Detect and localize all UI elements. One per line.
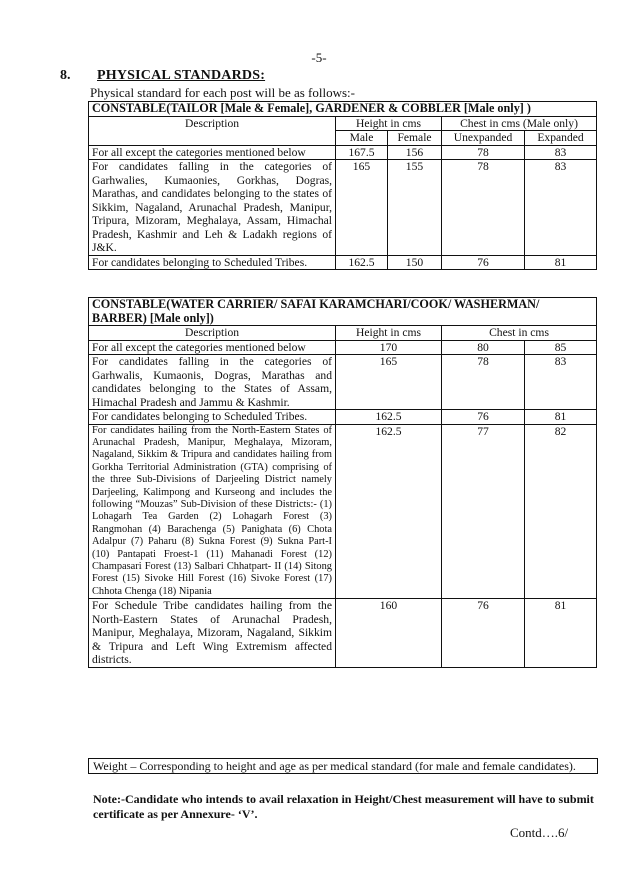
table-row xyxy=(89,255,597,270)
table1-col-height: Height in cms xyxy=(336,116,442,131)
row-female-height: 156 xyxy=(388,145,442,160)
table2-col-description: Description xyxy=(89,326,336,341)
table1-col-chest: Chest in cms (Male only) xyxy=(442,116,597,131)
row-chest-expanded: 83 xyxy=(525,355,597,410)
row-height: 160 xyxy=(336,599,442,668)
row-chest-unexpanded: 77 xyxy=(442,424,525,599)
row-chest-expanded: 81 xyxy=(525,255,597,270)
row-male-height: 162.5 xyxy=(336,255,388,270)
section-number: 8. xyxy=(60,68,71,83)
row-chest-unexpanded: 76 xyxy=(442,255,525,270)
row-chest-unexpanded: 76 xyxy=(442,599,525,668)
table-header-row xyxy=(89,116,597,131)
table1-col-description: Description xyxy=(89,116,336,145)
row-chest-expanded: 81 xyxy=(525,410,597,425)
table1-sub-male: Male xyxy=(336,131,388,146)
table-row xyxy=(89,145,597,160)
row-chest-expanded: 83 xyxy=(525,160,597,256)
row-female-height: 155 xyxy=(388,160,442,256)
row-chest-expanded: 81 xyxy=(525,599,597,668)
row-description: For candidates belonging to Scheduled Tribes. xyxy=(89,255,336,270)
table-row xyxy=(89,355,597,410)
table-row xyxy=(89,340,597,355)
row-description: For candidates falling in the categories of Garhwalis, Kumaonis, Dogras, Marathas and candidates belonging to the States of Assam, Himachal Pradesh and Jammu & Kashmir. xyxy=(89,355,336,410)
page-number: -5- xyxy=(311,50,327,65)
row-description: For Schedule Tribe candidates hailing from the North-Eastern States of Arunachal Pradesh, Manipur, Meghalaya, Mizoram, Nagaland, Sikkim & Tripura and Left Wing Extremism affected districts. xyxy=(89,599,336,668)
continued-marker: Contd….6/ xyxy=(510,825,569,840)
row-height: 162.5 xyxy=(336,424,442,599)
row-description: For all except the categories mentioned below xyxy=(89,145,336,160)
row-chest-expanded: 82 xyxy=(525,424,597,599)
row-chest-unexpanded: 78 xyxy=(442,355,525,410)
table1-title: CONSTABLE(TAILOR [Male & Female], GARDENER & COBBLER [Male only] ) xyxy=(89,102,597,117)
table1-sub-expanded: Expanded xyxy=(525,131,597,146)
table-title-row xyxy=(89,102,597,117)
table2-col-height: Height in cms xyxy=(336,326,442,341)
row-description: For candidates hailing from the North-Eastern States of Arunachal Pradesh, Manipur, Meghalaya, Mizoram, Nagaland, Sikkim & Tripura and candidates hailing from Gorkha Territorial Administration (GTA) comprising of the three Sub-Divisions of Darjeeling District namely Darjeeling, Kalimpong and Kurseong and includes the following “Mouzas” Sub-Division of these Districts:- (1) Lohagarh Tea Garden (2) Lohagarh Forest (3) Rangmohan (4) Barachenga (5) Panighata (6) Chota Adalpur (7) Paharu (8) Sukna Forest (9) Sukna Part-I (10) Pantapati Froest-1 (11) Mahanadi Forest (12) Champasari Forest (13) Salbari Chhatpart- II (14) Sitong Forest (15) Sivoke Hill Forest (16) Sivoke Forest (17) Chhota Chenga (18) Nipania xyxy=(89,424,336,599)
row-description: For candidates falling in the categories of Garhwalies, Kumaonies, Gorkhas, Dogras, Marathas, and candidates belonging to the states of Sikkim, Nagaland, Arunachal Pradesh, Manipur, Tripura, Mizoram, Meghalaya, Assam, Himachal Pradesh, Kashmir and Leh & Ladakh regions of J&K. xyxy=(89,160,336,256)
section-title: PHYSICAL STANDARDS: xyxy=(97,68,266,83)
row-chest-unexpanded: 78 xyxy=(442,160,525,256)
weight-note: Weight – Corresponding to height and age as per medical standard (for male and female candidates). xyxy=(88,758,598,774)
row-description: For all except the categories mentioned below xyxy=(89,340,336,355)
row-female-height: 150 xyxy=(388,255,442,270)
relaxation-note: Note:-Candidate who intends to avail relaxation in Height/Chest measurement will have to submit certificate as per Annexure- ‘V’. xyxy=(93,792,594,821)
row-chest-unexpanded: 78 xyxy=(442,145,525,160)
section-intro: Physical standard for each post will be as follows:- xyxy=(90,85,355,100)
row-chest-expanded: 83 xyxy=(525,145,597,160)
table-row xyxy=(89,410,597,425)
row-description: For candidates belonging to Scheduled Tribes. xyxy=(89,410,336,425)
row-chest-unexpanded: 76 xyxy=(442,410,525,425)
table-water-carrier-safai-cook xyxy=(88,297,597,668)
table1-sub-female: Female xyxy=(388,131,442,146)
table-header-row xyxy=(89,326,597,341)
table2-col-chest: Chest in cms xyxy=(442,326,597,341)
row-chest-unexpanded: 80 xyxy=(442,340,525,355)
table-row xyxy=(89,599,597,668)
table-row xyxy=(89,160,597,256)
table-title-row xyxy=(89,298,597,326)
row-male-height: 167.5 xyxy=(336,145,388,160)
row-height: 162.5 xyxy=(336,410,442,425)
row-chest-expanded: 85 xyxy=(525,340,597,355)
table-tailor-gardener-cobbler xyxy=(88,101,597,270)
table1-sub-unexpanded: Unexpanded xyxy=(442,131,525,146)
row-height: 170 xyxy=(336,340,442,355)
table-row xyxy=(89,424,597,599)
table2-title: CONSTABLE(WATER CARRIER/ SAFAI KARAMCHARI/COOK/ WASHERMAN/ BARBER) [Male only]) xyxy=(89,298,597,326)
row-male-height: 165 xyxy=(336,160,388,256)
row-height: 165 xyxy=(336,355,442,410)
